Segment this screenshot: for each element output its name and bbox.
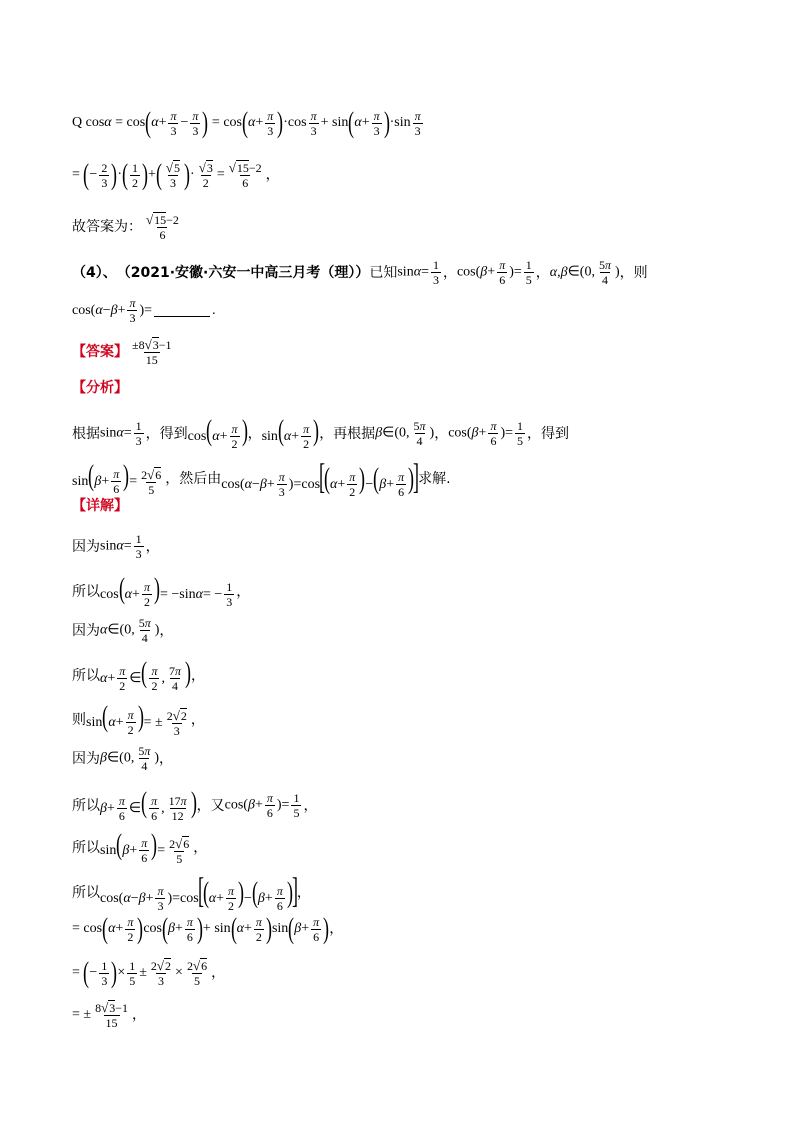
detail-line-8: 所以 sin(β+ $\frac{\pi}{6}$ )= 2 √ 6 5 ， [72, 828, 208, 866]
detail-line-2: 所以 cos(α+ $\frac{\pi}{2}$ )= −sinα= − $\frac{1}{3}$ ， [72, 572, 251, 610]
analysis-line-2: sin(β+ $\frac{\pi}{6}$ )= 2 √ 6 5 ，然后由 cos(α−β+ $\frac{\pi}{3}$ )=cos[(α+ $\frac{\pi}{2}$ )−(β+ $\frac{\pi}{6}$ )] 求解. [72, 456, 451, 500]
problem-4-statement: （4）、 （2021·安徽·六安一中高三月考（理）） 已知 sinα= $\frac{1}{3}$ ， cos(β+ $\frac{\pi}{6}$ )= $\frac{1}{5}$ ， α , β ∈(0, $\frac{5\pi}{4}$ ) ，则 [72, 258, 648, 287]
line-cos-alpha-expansion: Q cos α = cos ( α + $\frac{\pi}{3}$ − $\frac{\pi}{3}$ ) = cos ( α + $\frac{\pi}{3}$ ) ·cos $\frac{\pi}{3}$ + sin ( α + $\frac{\pi}{3}$ ) ·sin $\frac{\pi}{3}$ [72, 106, 421, 139]
analysis-heading: 【分析】 [72, 380, 128, 396]
answer-row: 【答案】 ±8 √ 3 −1 15 [72, 337, 172, 367]
detail-line-12: = ± 8 √ 3 −1 15 ， [72, 1000, 147, 1030]
detail-line-3: 因为 α∈(0, $\frac{5\pi}{4}$ ) ， [72, 616, 174, 645]
detail-line-1: 因为 sinα= $\frac{1}{3}$ ， [72, 532, 160, 561]
detail-line-6: 因为 β∈(0, $\frac{5\pi}{4}$ ) ， [72, 744, 174, 773]
detail-heading: 【详解】 [72, 498, 128, 514]
detail-line-11: = ( − $\frac{1}{3}$ ) × $\frac{1}{5}$ ± 2 √ 2 3 × 2 √ 6 5 ， [72, 956, 226, 989]
line-cos-alpha-value: = ( − $\frac{2}{3}$ ) · ( $\frac{1}{2}$ ) + ( √ 5 3 ) · √ 3 2 = √ 15 −2 6 ， [72, 158, 280, 191]
detail-line-9: 所以 cos(α−β+ $\frac{\pi}{3}$ )=cos[(α+ $\frac{\pi}{2}$ )−(β+ $\frac{\pi}{6}$ )] ， [72, 870, 311, 914]
answer-blank [154, 304, 210, 317]
detail-line-5: 则 sin(α+ $\frac{\pi}{2}$ )= ± 2 √ 2 3 ， [72, 700, 205, 738]
line-previous-answer: 故答案为： √ 15 −2 6 [72, 212, 179, 242]
detail-line-4: 所以 α+ $\frac{\pi}{2}$ ∈( $\frac{\pi}{2}$ , $\frac{7\pi}{4}$ ) ， [72, 656, 206, 694]
detail-line-10: = cos ( α + $\frac{\pi}{2}$ ) cos ( β + $\frac{\pi}{6}$ ) + sin ( α + $\frac{\pi}{2}$ ) sin ( β + $\frac{\pi}{6}$ ) ， [72, 912, 344, 945]
detail-line-7: 所以 β+ $\frac{\pi}{6}$ ∈( $\frac{\pi}{6}$ , $\frac{17\pi}{12}$ ) ，又 cos(β+ $\frac{\pi}{6}$ )= $\frac{1}{5}$ ， [72, 786, 318, 824]
analysis-line-1: 根据 sinα= $\frac{1}{3}$ ，得到 cos(α+ $\frac{\pi}{2}$ ) ， sin(α+ $\frac{\pi}{2}$ ) ，再根据 β∈(0, $\frac{5\pi}{4}$ ) ， cos(β+ $\frac{\pi}{6}$ )= $\frac{1}{5}$ ，得到 [72, 414, 570, 452]
problem-4-question: cos( α − β + $\frac{\pi}{3}$ )= . [72, 296, 216, 325]
